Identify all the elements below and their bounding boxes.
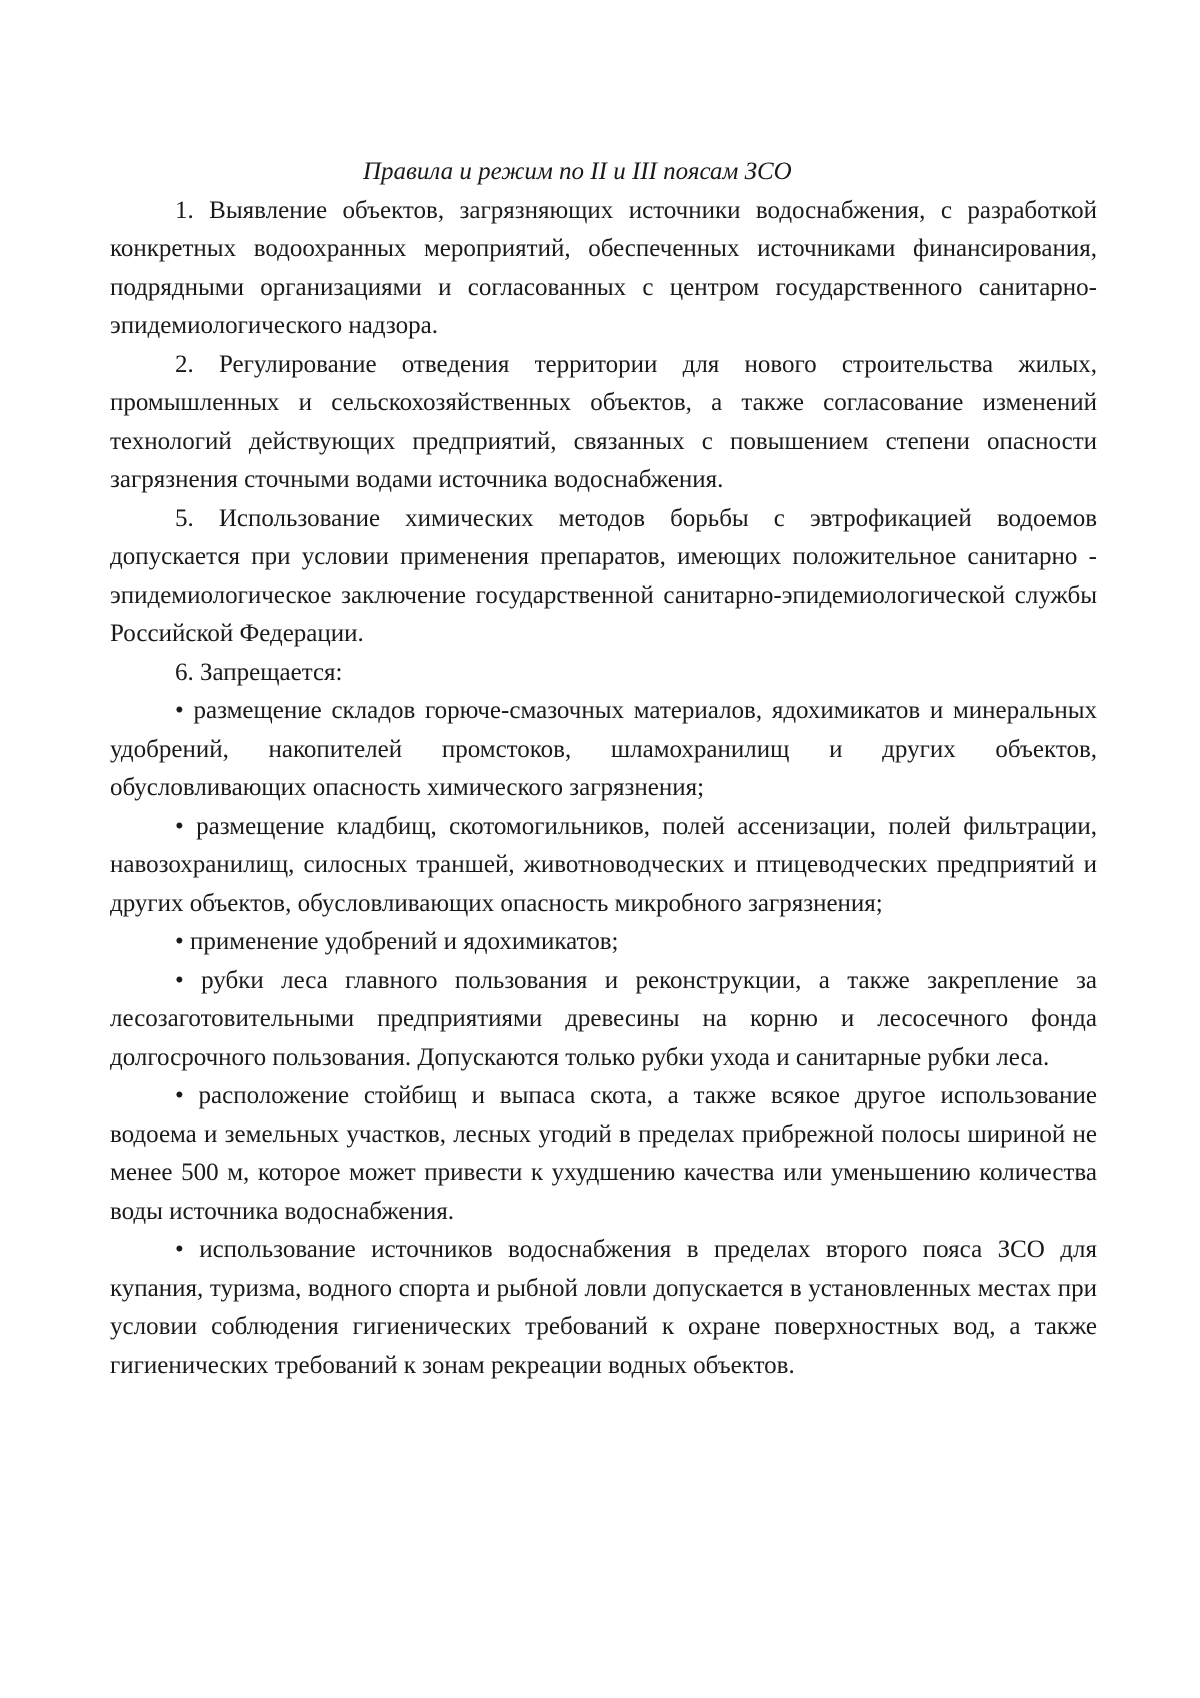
bullet-recreation: • использование источников водоснабжения в пределах второго пояса ЗСО для купания, туризма, водного спорта и рыбной ловли допускается в установленных местах при условии соблюдения гигиенических требований к охране поверхностных вод, а также гигиенических требований к зонам рекреации водных объектов. [110, 1236, 1097, 1379]
paragraph-6-heading: 6. Запрещается: [175, 658, 343, 686]
document-body [110, 153, 1097, 1385]
bullet-chemical-storage: • размещение складов горюче-смазочных материалов, ядохимикатов и минеральных удобрений, накопителей промстоков, шламохранилищ и других объектов, обусловливающих опасность химического загрязнения; [110, 697, 1097, 801]
paragraph-5: 5. Использование химических методов борьбы с эвтрофикацией водоемов допускается при условии применения препаратов, имеющих положительное санитарно - эпидемиологическое заключение государственной санитарно-эпидемиологической службы Российской Федерации. [110, 504, 1097, 647]
bullet-microbial-objects: • размещение кладбищ, скотомогильников, полей ассенизации, полей фильтрации, навозохранилищ, силосных траншей, животноводческих и птицеводческих предприятий и других объектов, обусловливающих опасность микробного загрязнения; [110, 812, 1097, 917]
bullet-logging: • рубки леса главного пользования и реконструкции, а также закрепление за лесозаготовительными предприятиями древесины на корню и лесосечного фонда долгосрочного пользования. Допускаются только рубки ухода и санитарные рубки леса. [110, 966, 1097, 1071]
paragraph-2: 2. Регулирование отведения территории для нового строительства жилых, промышленных и сельскохозяйственных объектов, а также согласование изменений технологий действующих предприятий, связанных с повышением степени опасности загрязнения сточными водами источника водоснабжения. [110, 350, 1097, 493]
bullet-fertilizers: • применение удобрений и ядохимикатов; [175, 928, 619, 955]
paragraph-1: 1. Выявление объектов, загрязняющих источники водоснабжения, с разработкой конкретных водоохранных мероприятий, обеспеченных источниками финансирования, подрядными организациями и согласованных с центром государственного санитарно-эпидемиологического надзора. [110, 196, 1097, 339]
bullet-livestock: • расположение стойбищ и выпаса скота, а также всякое другое использование водоема и земельных участков, лесных угодий в пределах прибрежной полосы шириной не менее 500 м, которое может привести к ухудшению качества или уменьшению количества воды источника водоснабжения. [110, 1082, 1097, 1225]
document-title: Правила и режим по II и III поясам ЗСО [363, 158, 792, 185]
